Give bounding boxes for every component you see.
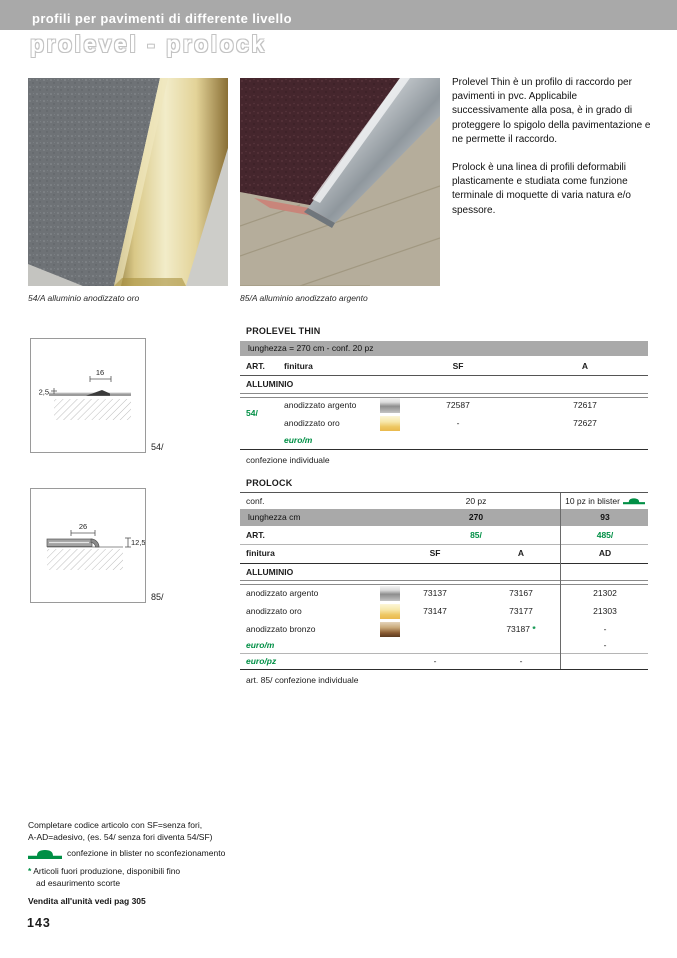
code-a: 73177 — [509, 606, 533, 616]
description-paragraph-prolock: Prolock è una linea di profili deformabili plasticamente e studiata come funzione terminale di moquette di varia natura e/o spessore. — [452, 161, 631, 216]
prolock-length-row — [240, 509, 648, 526]
finish-name: anodizzato oro — [284, 418, 340, 428]
unit-sale-note: Vendita all'unità vedi pag 305 — [28, 896, 146, 906]
code-ad: 21302 — [593, 588, 617, 598]
euro-pz-sf: - — [433, 656, 437, 666]
blister-column-divider — [560, 493, 561, 669]
col-ad: AD — [598, 548, 612, 558]
discontinued-asterisk: * — [532, 624, 536, 634]
dim-width-85: 26 — [78, 522, 88, 531]
technical-drawing-85 — [30, 488, 146, 603]
material-label: ALLUMINIO — [246, 567, 294, 577]
blister-note-text: confezione in blister no sconfezionamento — [67, 848, 226, 858]
prolock-footer-row — [240, 673, 648, 687]
prolock-euro-m-row — [240, 638, 648, 653]
code-completion-note — [28, 820, 213, 843]
page-number: 143 — [27, 916, 51, 930]
euro-m-ad: - — [603, 640, 607, 650]
divider — [240, 375, 648, 376]
code-sf: - — [456, 418, 460, 428]
blister-pack-icon — [623, 497, 645, 505]
page-subtitle: prolevel - prolock — [30, 31, 267, 57]
finish-name: anodizzato oro — [246, 606, 302, 616]
conf-blister-text: 10 pz in blister — [565, 496, 620, 506]
code-note-line2: A-AD=adesivo, (es. 54/ senza fori diventa 54/SF) — [28, 831, 213, 842]
prolock-finitura-row — [240, 545, 648, 562]
drawing-54-svg — [31, 339, 145, 452]
code-a: 73167 — [509, 588, 533, 598]
drawing-85-svg — [31, 489, 145, 602]
photo-silver-profile — [240, 78, 440, 286]
swatch-silver — [380, 398, 400, 413]
dim-height-85: 12,5 — [131, 538, 145, 547]
code-sf: 73137 — [423, 588, 447, 598]
table-row — [240, 620, 648, 638]
prolock-table-title: PROLOCK — [246, 478, 293, 488]
prolevel-thin-table — [240, 322, 648, 467]
table-row — [240, 602, 648, 620]
dim-height-54: 2,5 — [38, 387, 49, 397]
table-row — [240, 414, 648, 432]
prolock-footer-note: art. 85/ confezione individuale — [246, 675, 359, 685]
length-label: lunghezza cm — [248, 512, 301, 522]
photo-silver-caption: 85/A alluminio anodizzato argento — [240, 293, 368, 303]
header-bar — [0, 0, 677, 30]
col-a: A — [517, 548, 525, 558]
swatch-bronze — [380, 622, 400, 637]
length-blister: 93 — [600, 512, 610, 522]
photo-silver-profile-image — [240, 78, 440, 286]
discontinued-note-text1: Articoli fuori produzione, disponibili fino — [33, 866, 181, 876]
code-ad: - — [603, 624, 607, 634]
divider — [240, 669, 648, 670]
code-a: 72627 — [573, 418, 597, 428]
prolevel-table-title: PROLEVEL THIN — [246, 326, 321, 336]
finish-name: anodizzato bronzo — [246, 624, 316, 634]
discontinued-note-line2: ad esaurimento scorte — [36, 877, 121, 888]
prolock-material-row — [240, 565, 648, 579]
swatch-gold — [380, 416, 400, 431]
drawing-54-label: 54/ — [151, 442, 164, 452]
art-label: ART. — [246, 530, 265, 540]
prolock-art-row — [240, 526, 648, 544]
divider — [240, 449, 648, 450]
euro-per-meter-label: euro/m — [284, 435, 313, 445]
conf-main: 20 pz — [465, 496, 487, 506]
prolevel-material-row — [240, 377, 648, 392]
prolevel-length-text: lunghezza = 270 cm - conf. 20 pz — [248, 343, 374, 353]
prolock-conf-row — [240, 493, 648, 509]
discontinued-asterisk: * — [28, 866, 32, 876]
prolevel-footer-row — [240, 453, 648, 467]
product-description — [452, 76, 654, 232]
technical-drawing-54 — [30, 338, 146, 453]
col-sf: SF — [452, 361, 464, 371]
finish-name: anodizzato argento — [284, 400, 357, 410]
col-finitura: finitura — [284, 361, 313, 371]
euro-per-piece-label: euro/pz — [246, 656, 277, 666]
table-row — [240, 396, 648, 414]
col-art: ART. — [246, 361, 265, 371]
conf-label: conf. — [246, 496, 265, 506]
prolock-euro-pz-row — [240, 654, 648, 669]
material-label: ALLUMINIO — [246, 379, 294, 389]
dim-width-54: 16 — [95, 368, 105, 377]
photo-gold-profile-image — [28, 78, 228, 286]
prolevel-length-bar — [240, 341, 648, 356]
euro-per-meter-label: euro/m — [246, 640, 275, 650]
blister-pack-icon — [28, 849, 62, 859]
description-paragraph-prolevel: Prolevel Thin è un profilo di raccordo per pavimenti in pvc. Applicabile successivamente alla posa, è in grado di proteggere lo spigolo della pavimentazione e ne permette il raccordo. — [452, 77, 651, 145]
code-a-value: 73187 — [506, 624, 530, 634]
code-note-line1: Completare codice articolo con SF=senza fori, — [28, 820, 203, 830]
length-main: 270 — [468, 512, 484, 522]
art-code-85: 85/ — [470, 530, 482, 540]
col-a: A — [581, 361, 589, 371]
col-sf: SF — [429, 548, 441, 558]
code-sf: 73147 — [423, 606, 447, 616]
code-a: 72617 — [573, 400, 597, 410]
conf-blister-cell — [562, 493, 648, 509]
euro-pz-a: - — [519, 656, 523, 666]
photo-gold-caption: 54/A alluminio anodizzato oro — [28, 293, 140, 303]
discontinued-note-line1 — [28, 866, 180, 878]
prolock-table — [240, 476, 648, 691]
art-code-485: 485/ — [596, 530, 614, 540]
discontinued-note — [28, 866, 180, 889]
table-row — [240, 584, 648, 602]
finitura-label: finitura — [246, 548, 275, 558]
finish-name: anodizzato argento — [246, 588, 319, 598]
photo-gold-profile — [28, 78, 228, 286]
art-code-54: 54/ — [246, 408, 258, 418]
blister-note — [28, 848, 225, 860]
prolevel-header-row — [240, 359, 648, 374]
divider — [240, 563, 648, 564]
prolevel-euro-row — [240, 432, 648, 448]
drawing-85-label: 85/ — [151, 592, 164, 602]
code-a — [481, 620, 561, 638]
code-sf: 72587 — [446, 400, 470, 410]
page-title: profili per pavimenti di differente livello — [32, 11, 292, 26]
prolevel-footer-note: confezione individuale — [246, 455, 330, 465]
code-ad: 21303 — [593, 606, 617, 616]
